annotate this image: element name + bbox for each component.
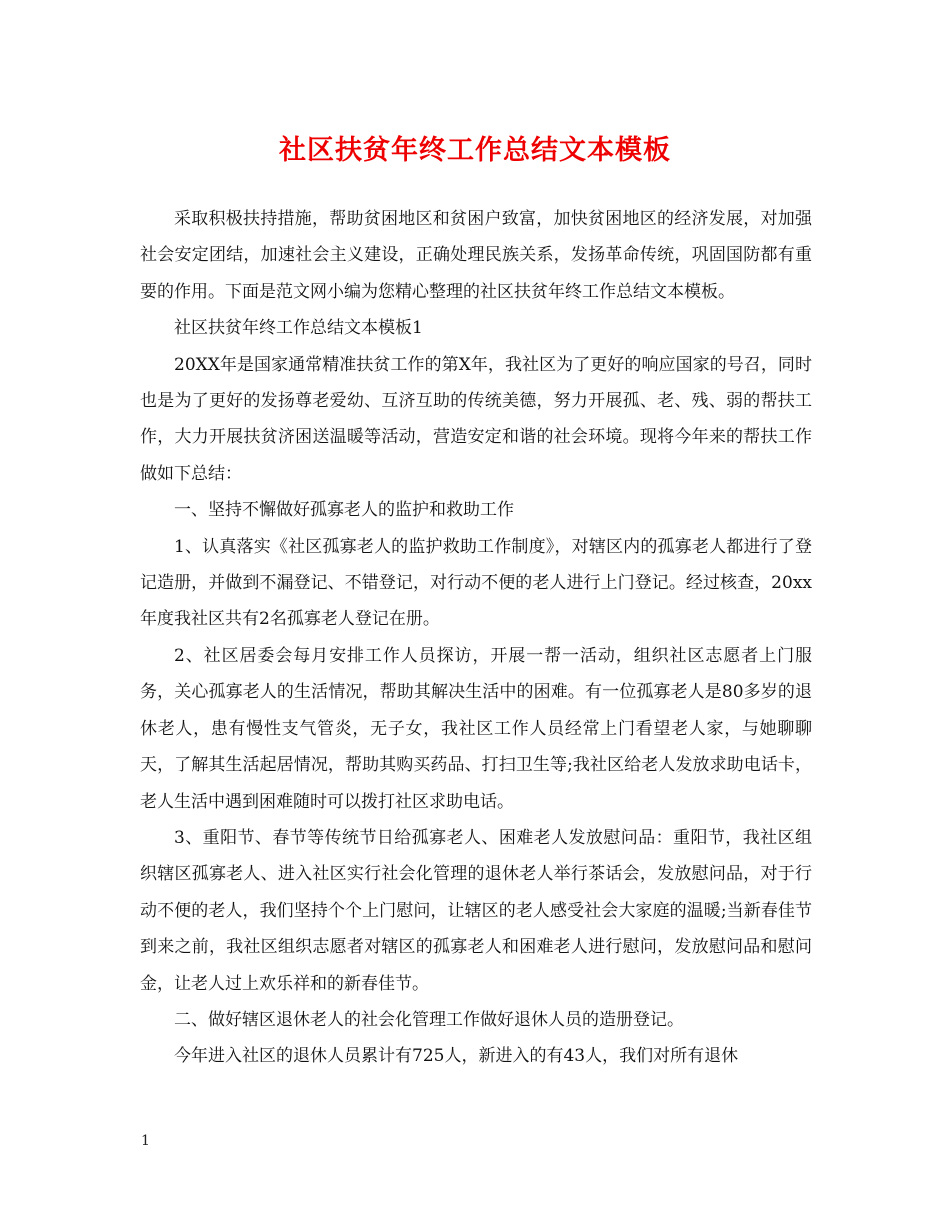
section-heading-1: 一、坚持不懈做好孤寡老人的监护和救助工作 <box>174 500 514 521</box>
document-body <box>140 201 812 1075</box>
paragraph-overview: 20XX年是国家通常精准扶贫工作的第X年，我社区为了更好的响应国家的号召，同时也是为了更好的发扬尊老爱幼、互济互助的传统美德，努力开展孤、老、残、弱的帮扶工作，大力开展扶贫济困送温暖等活动，营造安定和谐的社会环境。现将今年来的帮扶工作做如下总结： <box>140 354 812 484</box>
page-number: 1 <box>141 1133 150 1149</box>
document-title: 社区扶贫年终工作总结文本模板 <box>279 135 671 166</box>
paragraph-subtitle: 社区扶贫年终工作总结文本模板1 <box>174 318 423 339</box>
paragraph-item-3: 3、重阳节、春节等传统节日给孤寡老人、困难老人发放慰问品：重阳节，我社区组织辖区孤寡老人、进入社区实行社会化管理的退休老人举行茶话会，发放慰问品，对于行动不便的老人，我们坚持个个上门慰问，让辖区的老人感受社会大家庭的温暖;当新春佳节到来之前，我社区组织志愿者对辖区的孤寡老人和困难老人进行慰问，发放慰问品和慰问金，让老人过上欢乐祥和的新春佳节。 <box>140 827 812 994</box>
paragraph-intro: 采取积极扶持措施，帮助贫困地区和贫困户致富，加快贫困地区的经济发展，对加强社会安定团结，加速社会主义建设，正确处理民族关系，发扬革命传统，巩固国防都有重要的作用。下面是范文网小编为您精心整理的社区扶贫年终工作总结文本模板。 <box>140 209 812 302</box>
paragraph-item-2: 2、社区居委会每月安排工作人员探访，开展一帮一活动，组织社区志愿者上门服务，关心孤寡老人的生活情况，帮助其解决生活中的困难。有一位孤寡老人是80多岁的退休老人，患有慢性支气管炎，无子女，我社区工作人员经常上门看望老人家，与她聊聊天，了解其生活起居情况，帮助其购买药品、打扫卫生等;我社区给老人发放求助电话卡，老人生活中遇到困难随时可以拨打社区求助电话。 <box>140 645 812 812</box>
paragraph-item-1: 1、认真落实《社区孤寡老人的监护救助工作制度》，对辖区内的孤寡老人都进行了登记造册，并做到不漏登记、不错登记，对行动不便的老人进行上门登记。经过核查，20xx年度我社区共有2名孤寡老人登记在册。 <box>140 536 812 630</box>
paragraph-retirees: 今年进入社区的退休人员累计有725人，新进入的有43人，我们对所有退休 <box>174 1046 739 1067</box>
section-heading-2: 二、做好辖区退休老人的社会化管理工作做好退休人员的造册登记。 <box>174 1009 684 1030</box>
